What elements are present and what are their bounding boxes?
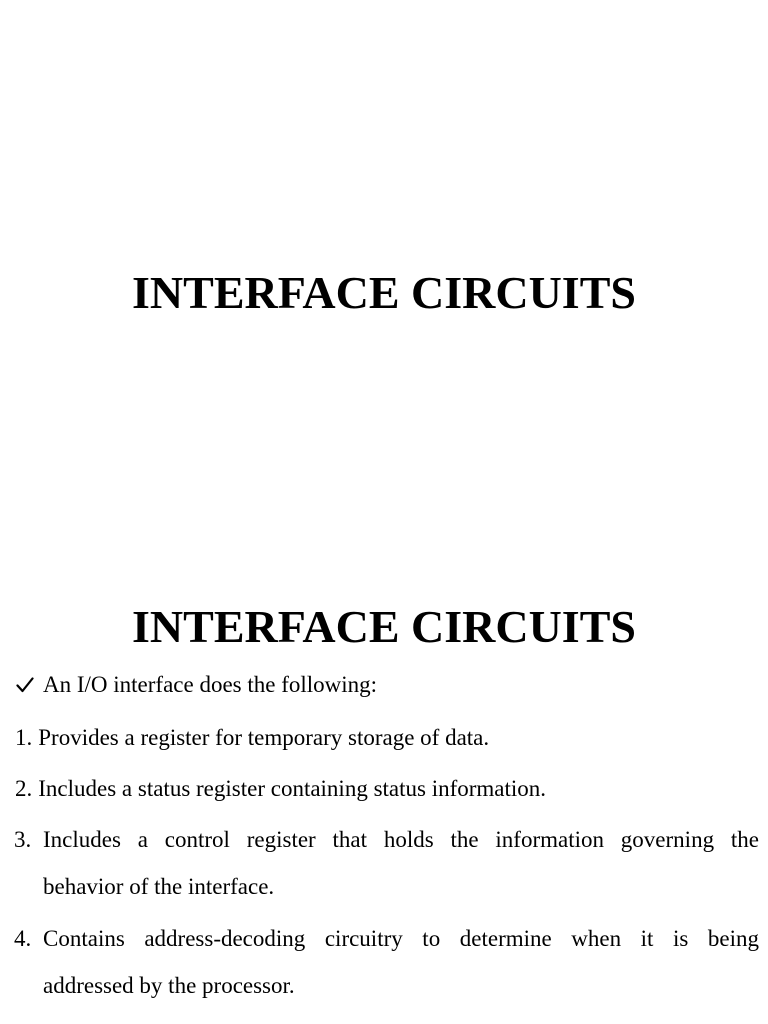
list-item-number: 4.: [14, 926, 32, 951]
list-item: [15, 765, 759, 812]
list-item-number: 2.: [15, 776, 33, 801]
list-item: [14, 915, 759, 1009]
list-item-text: Provides a register for temporary storage of data.: [38, 725, 490, 750]
list-item-number: 3.: [14, 827, 32, 852]
list-item: [14, 816, 759, 910]
list-item-text: Includes a control register that holds the information governing the: [43, 827, 759, 852]
slide-1-title: INTERFACE CIRCUITS: [132, 267, 636, 318]
slide-content: [0, 560, 768, 1024]
slide-2-title: INTERFACE CIRCUITS: [132, 601, 636, 652]
intro-bullet: [16, 671, 377, 699]
list-item-continuation: behavior of the interface.: [43, 874, 275, 899]
list-item-continuation: addressed by the processor.: [43, 973, 295, 998]
list-item: [15, 714, 759, 761]
list-item-text: Contains address-decoding circuitry to determine when it is being: [43, 926, 759, 951]
list-item-text: Includes a status register containing status information.: [38, 776, 547, 801]
list-item-number: 1.: [15, 725, 33, 750]
check-icon: [16, 677, 34, 693]
intro-bullet-text: An I/O interface does the following:: [43, 672, 378, 697]
